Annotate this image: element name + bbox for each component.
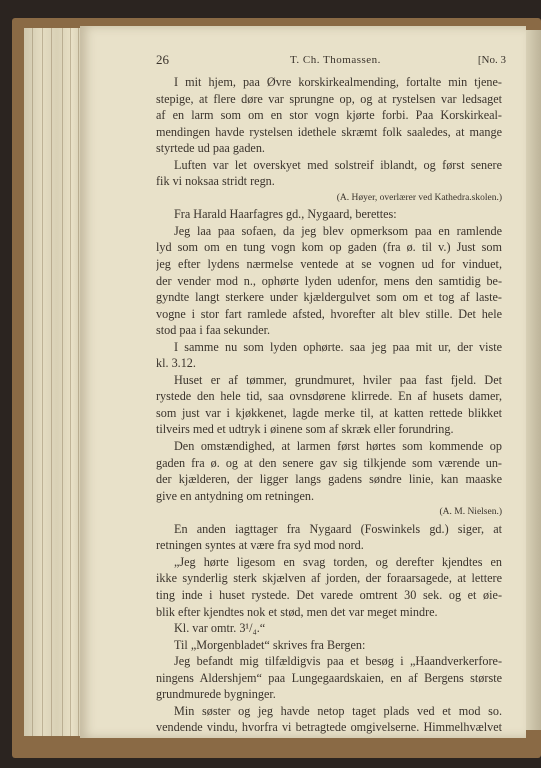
text-line: retningen syntes at være fra syd mod nord. — [156, 538, 364, 553]
text-line: jeg efter lydens nærmelse ventede at se vognen ud for vinduet, — [156, 257, 502, 272]
text-line: der kjælderen, der ligger langs gadens søndre linie, kan maaske — [156, 472, 502, 487]
page-body-text — [156, 74, 502, 736]
issue-number: [No. 3 — [477, 54, 506, 66]
text-line: give en antydning om retningen. — [156, 488, 315, 503]
text-line: grundmurede bygninger. — [156, 687, 276, 702]
next-page-edge — [526, 30, 541, 730]
text-line: (A. M. Nielsen.) — [439, 507, 502, 518]
text-line: Den omstændighed, at larmen først hørtes som kommende op — [174, 439, 502, 454]
text-line: En anden iagttager fra Nygaard (Foswinkels gd.) siger, at — [174, 521, 502, 536]
text-line: ting inde i huset rystede. Det varede omtrent 30 sek. og et øie- — [156, 587, 502, 602]
text-line: Kl. var omtr. 3¹/₄.“ — [174, 621, 266, 636]
text-line: Fra Harald Haarfagres gd., Nygaard, berettes: — [174, 207, 397, 222]
text-line: Huset er af tømmer, grundmuret, hviler paa fast fjeld. Det — [174, 372, 502, 387]
text-line: der vender mod n., ophørte lyden udenfor, mens den samtidig be- — [156, 273, 502, 288]
text-line: Luften var let overskyet med solstreif iblandt, og først senere — [174, 157, 502, 172]
text-line: „Jeg hørte ligesom en svag torden, og derefter kjendtes en — [174, 554, 502, 569]
text-line: rystede den hele tid, saa ovnsdørene klirrede. En af husets damer, — [156, 389, 502, 404]
text-line: stepige, at flere døre var sprungne op, og at rystelsen var ledsaget — [156, 91, 502, 106]
page-number: 26 — [156, 52, 169, 67]
text-line: fik vi noksaa stridt regn. — [156, 174, 275, 189]
text-line: stod paa i faa sekunder. — [156, 323, 271, 338]
text-line: (A. Høyer, overlærer ved Kathedra.skolen.) — [336, 192, 502, 203]
text-line: af en larm som om en stor vogn kjørte forbi. Paa Korskirkeal- — [156, 108, 502, 123]
text-line: Min søster og jeg havde netop taget plads ved et mod so. — [174, 703, 502, 718]
text-line: ikke synderlig sterk skjælven af jorden, der foraarsagede, at lettere — [156, 571, 502, 586]
text-line: tilveirs med et udtryk i øinene som af skræk eller forundring. — [156, 422, 454, 437]
text-line: ningens Aldershjem“ paa Lungegaardskaien, en af Bergens største — [156, 670, 502, 685]
text-line: I mit hjem, paa Øvre korskirkealmending, fortalte min tjene- — [174, 75, 502, 89]
text-line: gyndte langt sterkere under kjældergulvet som om et tog af laste- — [156, 290, 502, 305]
text-line: Jeg laa paa sofaen, da jeg blev opmerksom paa en ramlende — [174, 223, 502, 238]
text-line: blik efter kjendtes nok et stød, men det var meget mindre. — [156, 604, 438, 619]
running-header — [156, 52, 506, 70]
text-line: som just var i kjøkkenet, lagde merke til, at katten rettede blikket — [156, 405, 502, 420]
text-line: mendingen havde rystelsen idethele skræmt folk saaledes, at mange — [156, 124, 502, 139]
text-line: gaden fra ø. og at den senere gav sig tilkjende som værende un- — [156, 455, 502, 470]
text-line: lyd som om en tung vogn kom op gaden (fra ø. til v.) Just som — [156, 240, 502, 255]
text-line: kl. 3.12. — [156, 356, 196, 371]
text-line: Til „Morgenbladet“ skrives fra Bergen: — [174, 637, 366, 652]
text-line: Jeg befandt mig tilfældigvis paa et besøg i „Haandverkerfore- — [174, 654, 502, 669]
text-line: styrtede ud paa gaden. — [156, 141, 265, 156]
text-line: vendende vindu, hvorfra vi betragtede omgivelserne. Himmelhvælvet — [156, 720, 502, 735]
text-line: I samme nu som lyden ophørte. saa jeg paa mit ur, der viste — [174, 339, 502, 354]
text-line: vogne i stor fart ramlede afsted, hvorefter alt blev stille. Det hele — [156, 306, 502, 321]
page-stack-edges — [24, 28, 84, 736]
running-title: T. Ch. Thomassen. — [290, 54, 381, 66]
